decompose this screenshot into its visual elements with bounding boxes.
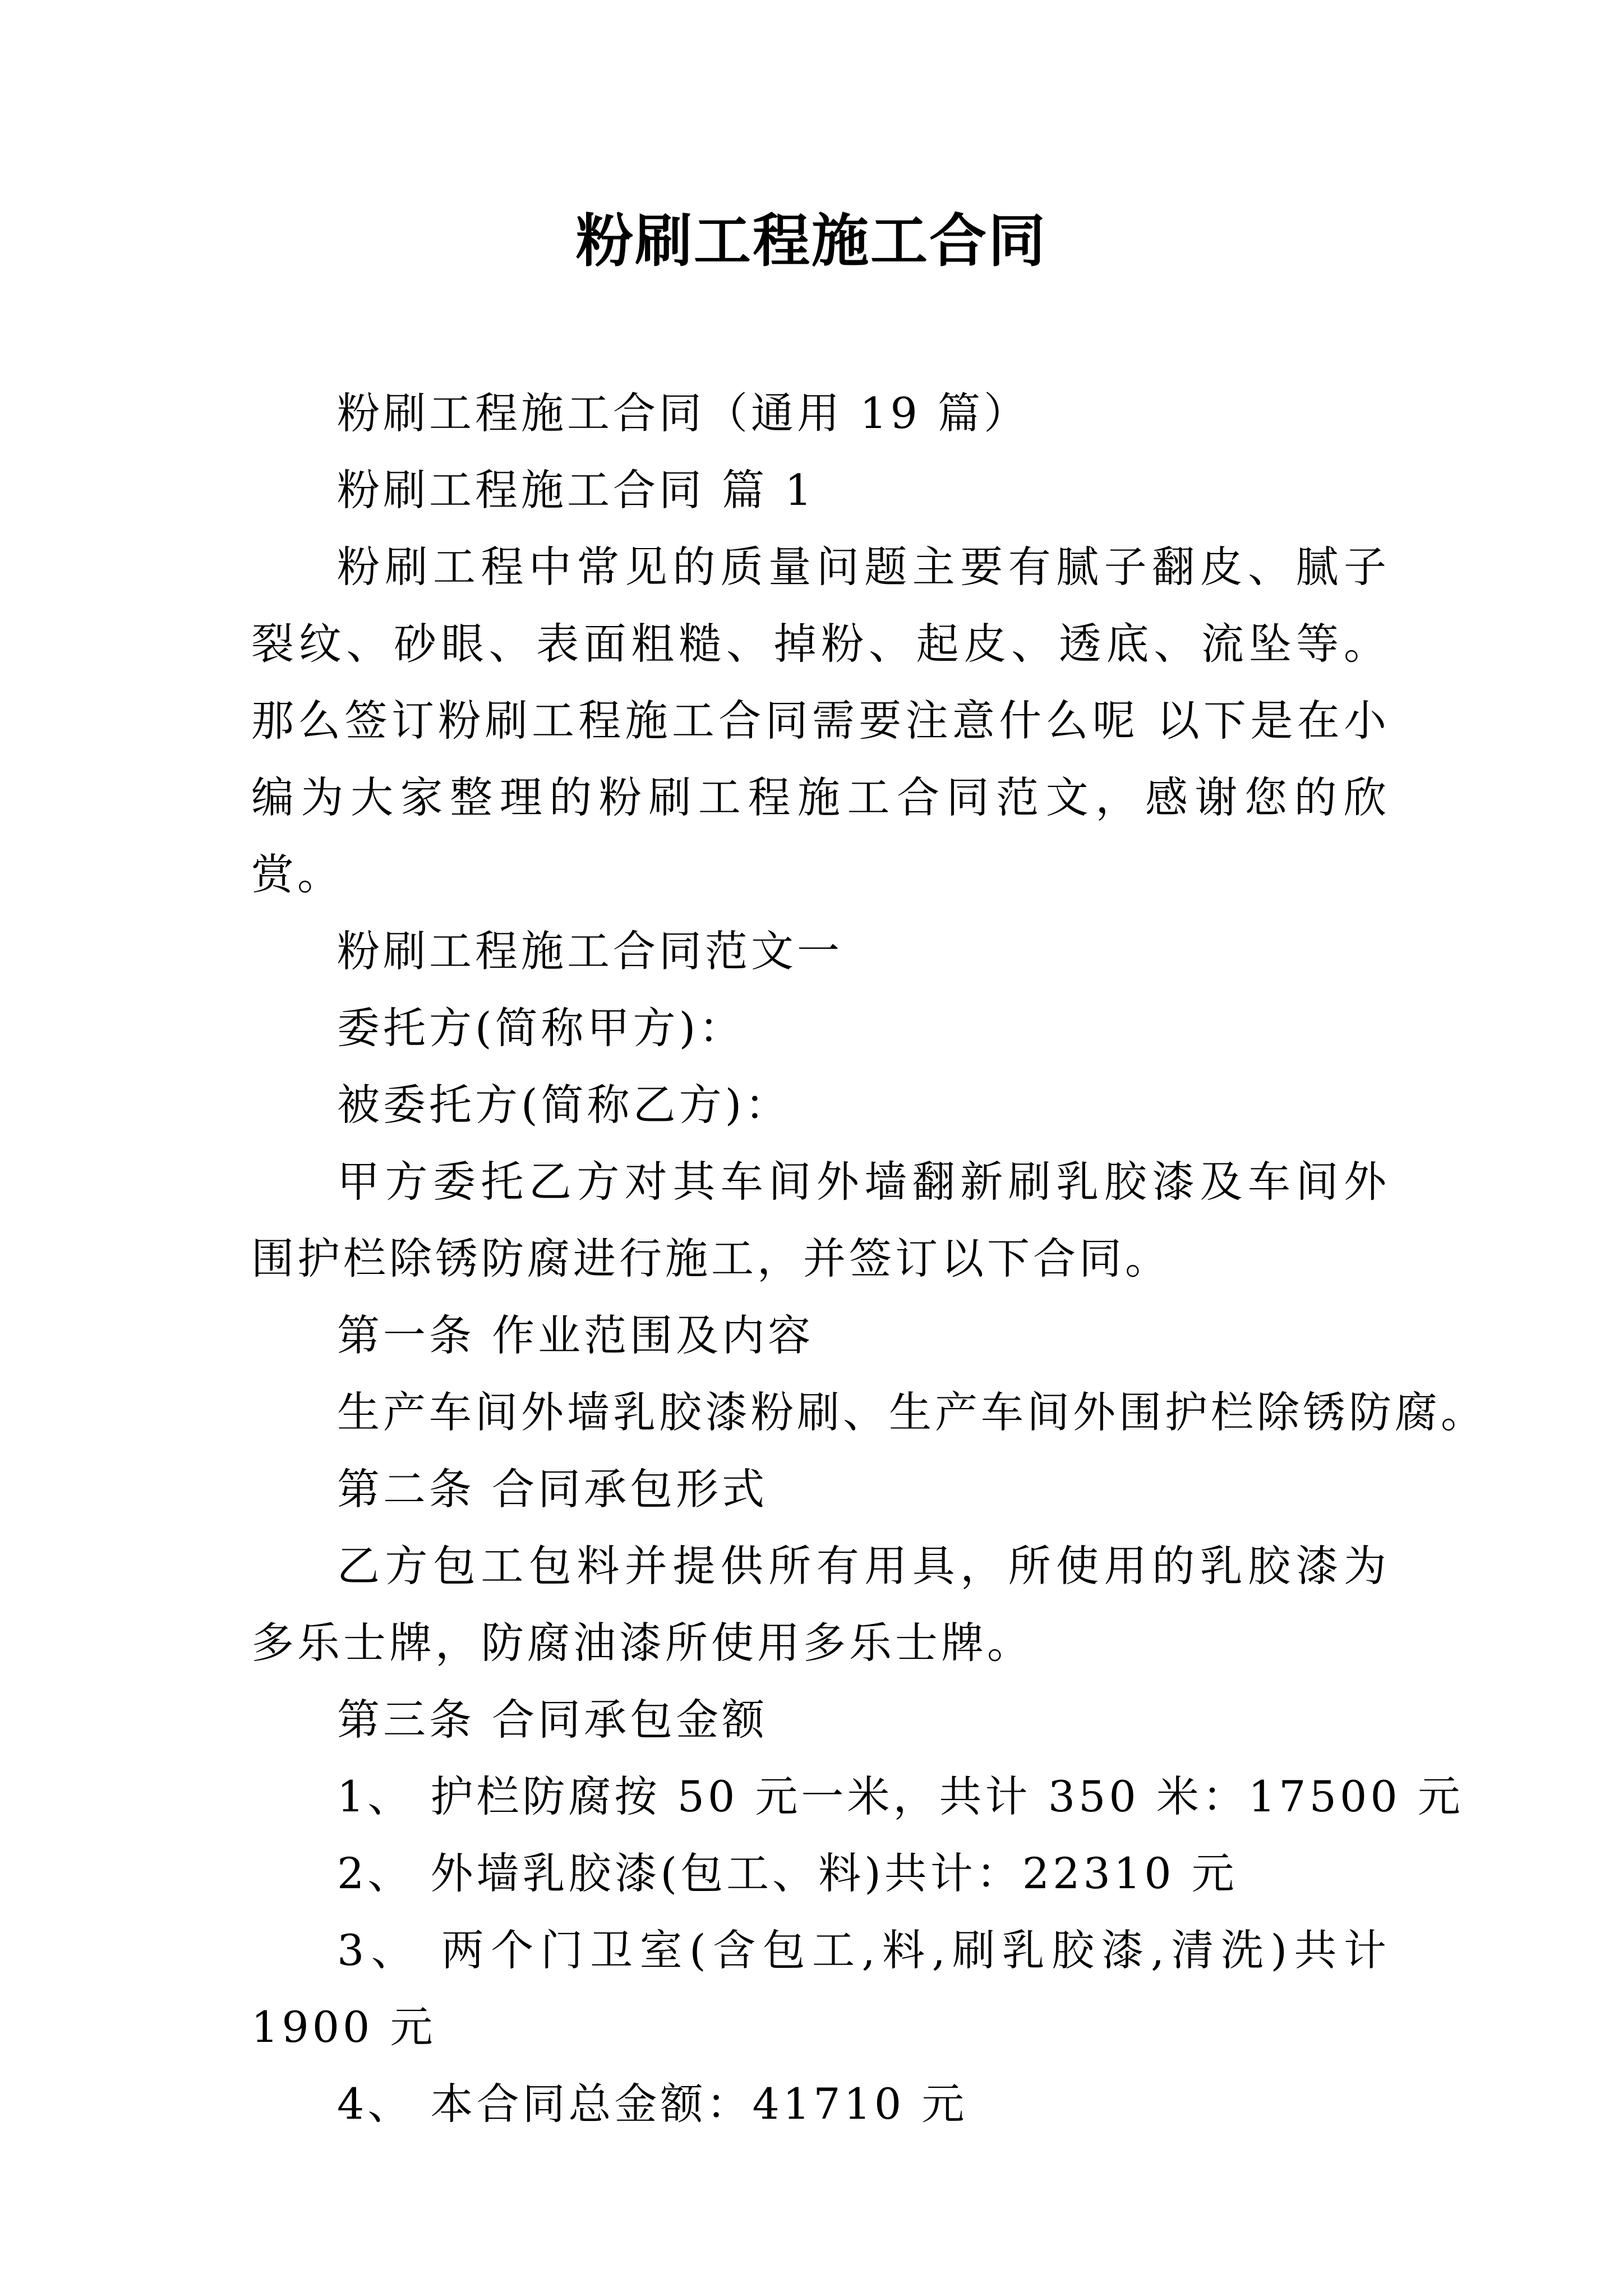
amount-item-2: 2、 外墙乳胶漆(包工、料)共计：22310 元 bbox=[337, 1848, 1238, 1898]
article-1-heading: 第一条 作业范围及内容 bbox=[337, 1310, 814, 1360]
article-1-body: 生产车间外墙乳胶漆粉刷、生产车间外围护栏除锈防腐。 bbox=[337, 1387, 1487, 1437]
party-b-line: 被委托方(简称乙方)： bbox=[337, 1080, 791, 1130]
amount-item-4: 4、 本合同总金额：41710 元 bbox=[337, 2079, 968, 2129]
document-subtitle: 粉刷工程施工合同（通用 19 篇） bbox=[337, 388, 1030, 438]
article-2-body: 乙方包工包料并提供所有用具，所使用的乳胶漆为多乐士牌，防腐油漆所使用多乐士牌。 bbox=[251, 1541, 1390, 1668]
document-title: 粉刷工程施工合同 bbox=[576, 208, 1047, 275]
intro-paragraph: 粉刷工程中常见的质量问题主要有腻子翻皮、腻子裂纹、砂眼、表面粗糙、掉粉、起皮、透底、流坠等。那么签订粉刷工程施工合同需要注意什么呢 以下是在小编为大家整理的粉刷工程施工合同范文，感谢您的欣赏。 bbox=[251, 542, 1390, 899]
purpose-paragraph: 甲方委托乙方对其车间外墙翻新刷乳胶漆及车间外围护栏除锈防腐进行施工，并签订以下合同。 bbox=[251, 1157, 1390, 1283]
section-heading: 粉刷工程施工合同 篇 1 bbox=[337, 465, 815, 515]
article-2-heading: 第二条 合同承包形式 bbox=[337, 1464, 768, 1514]
amount-item-1: 1、 护栏防腐按 50 元一米，共计 350 米：17500 元 bbox=[337, 1772, 1464, 1821]
sample-heading: 粉刷工程施工合同范文一 bbox=[337, 926, 843, 976]
document-body bbox=[251, 375, 1487, 2142]
party-a-line: 委托方(简称甲方)： bbox=[337, 1003, 745, 1053]
amount-item-3: 3、 两个门卫室(含包工,料,刷乳胶漆,清洗)共计 1900 元 bbox=[251, 1925, 1390, 2052]
article-3-heading: 第三条 合同承包金额 bbox=[337, 1695, 768, 1745]
